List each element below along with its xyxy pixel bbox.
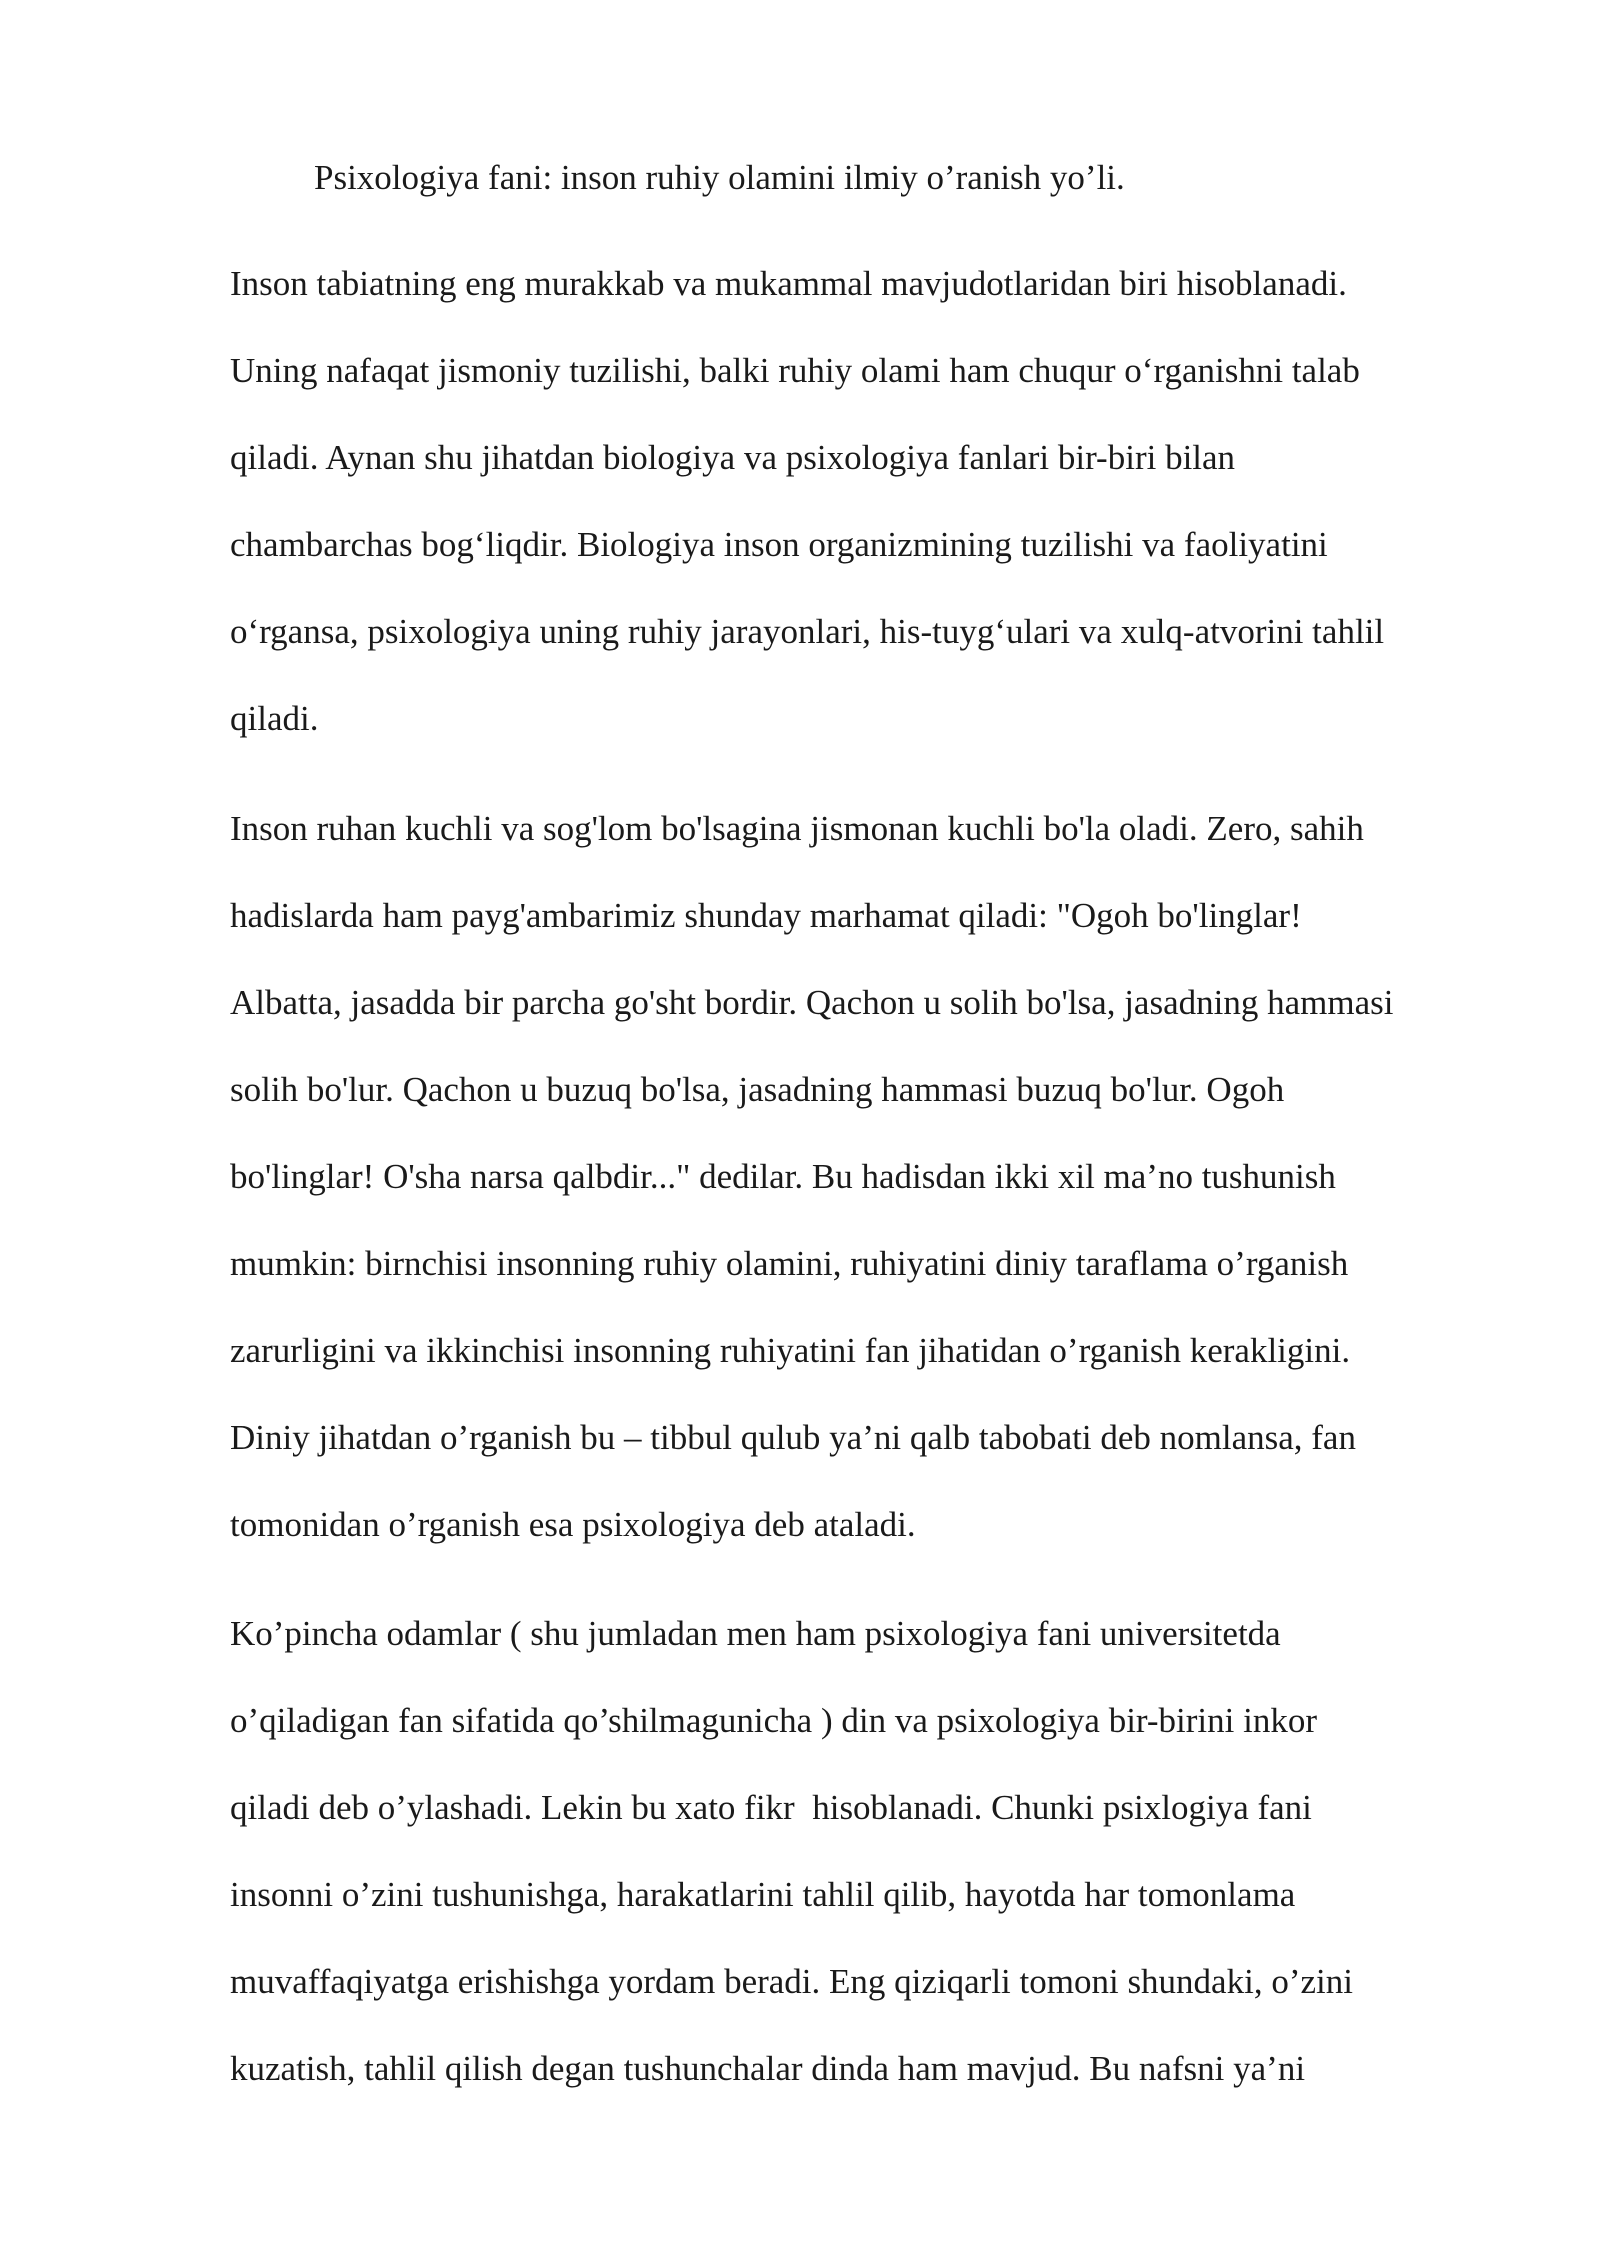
text-line: chambarchas bog‘liqdir. Biologiya inson organizmining tuzilishi va faoliyatini (230, 525, 1328, 564)
text-line: tomonidan o’rganish esa psixologiya deb ataladi. (230, 1505, 916, 1544)
text-line: o‘rgansa, psixologiya uning ruhiy jarayonlari, his-tuyg‘ulari va xulq-atvorini tahlil (230, 612, 1385, 651)
document-title: Psixologiya fani: inson ruhiy olamini ilmiy o’ranish yo’li. (314, 158, 1125, 197)
text-line: muvaffaqiyatga erishishga yordam beradi. Eng qiziqarli tomoni shundaki, o’zini (230, 1962, 1353, 2001)
text-line: Ko’pincha odamlar ( shu jumladan men ham psixologiya fani universitetda (230, 1614, 1281, 1653)
text-line: Inson tabiatning eng murakkab va mukammal mavjudotlaridan biri hisoblanadi. (230, 264, 1347, 303)
text-line: Inson ruhan kuchli va sog'lom bo'lsagina jismonan kuchli bo'la oladi. Zero, sahih (230, 809, 1364, 848)
text-line: hadislarda ham payg'ambarimiz shunday marhamat qiladi: "Ogoh bo'linglar! (230, 896, 1302, 935)
text-line: Diniy jihatdan o’rganish bu – tibbul qulub ya’ni qalb tabobati deb nomlansa, fan (230, 1418, 1356, 1457)
paragraph-2 (230, 785, 1520, 1568)
text-line: Uning nafaqat jismoniy tuzilishi, balki ruhiy olami ham chuqur o‘rganishni talab (230, 351, 1360, 390)
text-line: qiladi. (230, 699, 319, 738)
paragraph-3 (230, 1590, 1520, 2112)
text-line: qiladi. Aynan shu jihatdan biologiya va psixologiya fanlari bir-biri bilan (230, 438, 1236, 477)
text-line: kuzatish, tahlil qilish degan tushunchalar dinda ham mavjud. Bu nafsni ya’ni (230, 2049, 1306, 2088)
text-line: insonni o’zini tushunishga, harakatlarini tahlil qilib, hayotda har tomonlama (230, 1875, 1296, 1914)
text-line: mumkin: birnchisi insonning ruhiy olamini, ruhiyatini diniy taraflama o’rganish (230, 1244, 1349, 1283)
text-line: Albatta, jasadda bir parcha go'sht bordir. Qachon u solih bo'lsa, jasadning hammasi (230, 983, 1394, 1022)
text-line: o’qiladigan fan sifatida qo’shilmagunicha ) din va psixologiya bir-birini inkor (230, 1701, 1317, 1740)
text-line: zarurligini va ikkinchisi insonning ruhiyatini fan jihatidan o’rganish kerakligini. (230, 1331, 1351, 1370)
text-line: bo'linglar! O'sha narsa qalbdir..." dedilar. Bu hadisdan ikki xil ma’no tushunish (230, 1157, 1336, 1196)
text-line: solih bo'lur. Qachon u buzuq bo'lsa, jasadning hammasi buzuq bo'lur. Ogoh (230, 1070, 1285, 1109)
text-line: qiladi deb o’ylashadi. Lekin bu xato fikr hisoblanadi. Chunki psixlogiya fani (230, 1788, 1312, 1827)
paragraph-1 (230, 240, 1520, 762)
